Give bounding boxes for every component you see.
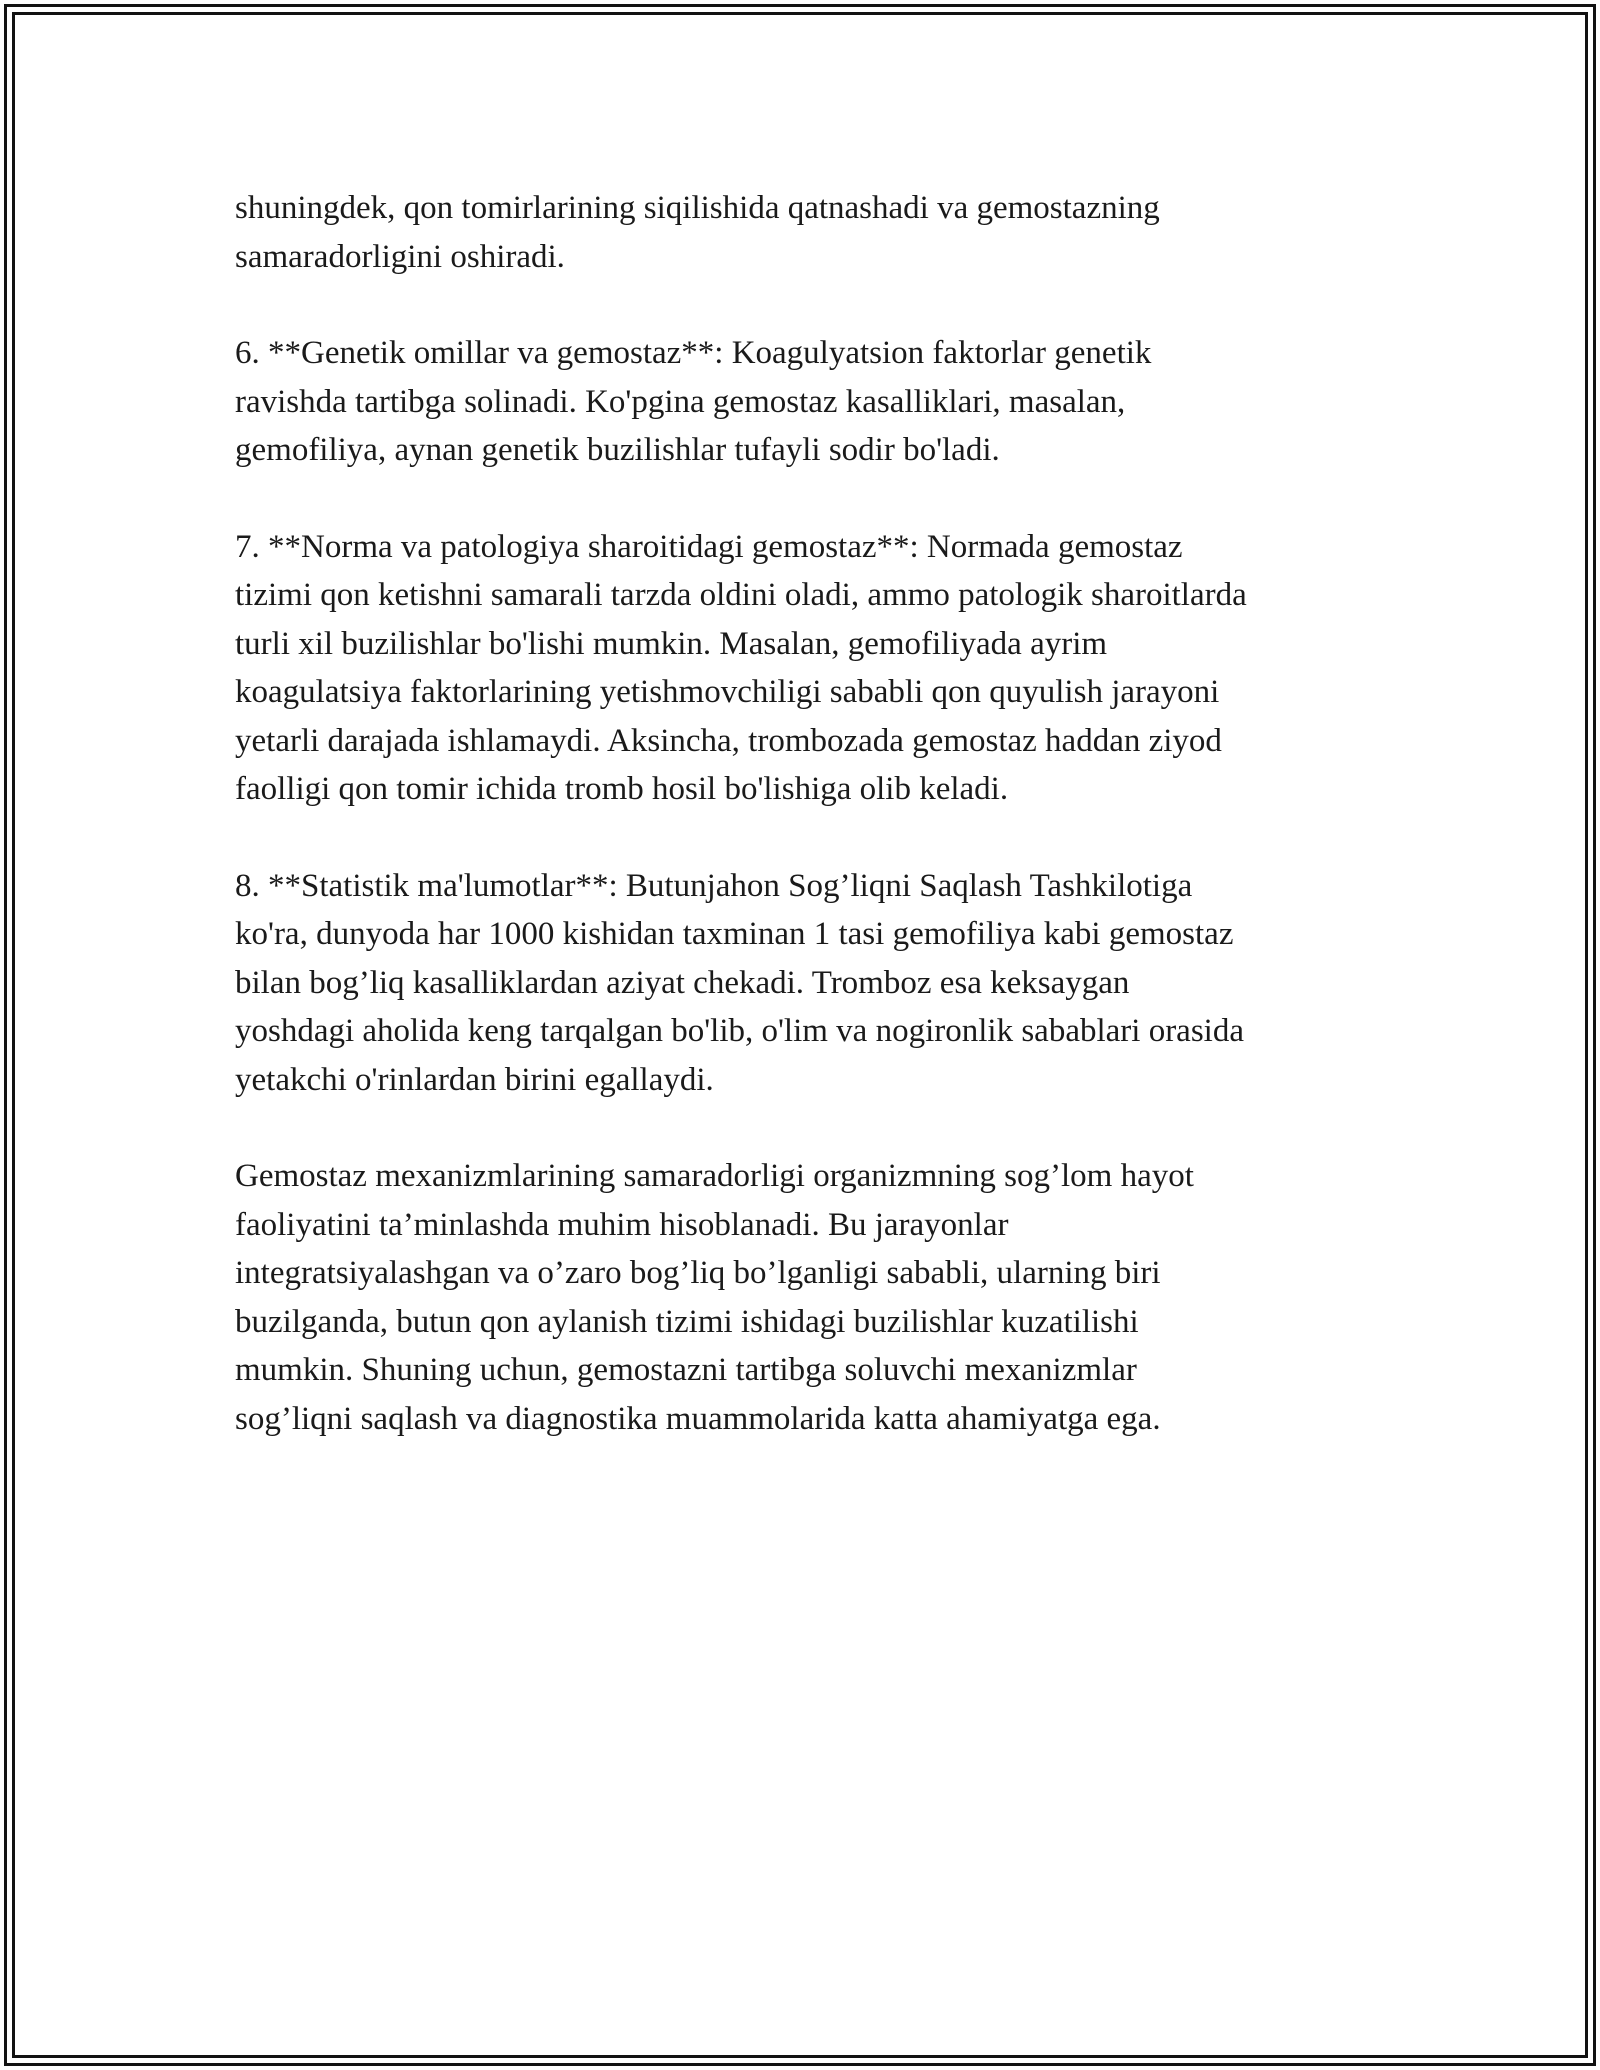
text-line: sog’liqni saqlash va diagnostika muammolarida katta ahamiyatga ega. <box>235 1400 1161 1437</box>
text-line: 7. **Norma va patologiya sharoitidagi gemostaz**: Normada gemostaz <box>235 528 1183 565</box>
text-line: faoliyatini ta’minlashda muhim hisoblanadi. Bu jarayonlar <box>235 1206 1009 1243</box>
paragraph-continuation <box>235 184 1375 281</box>
text-line: buzilganda, butun qon aylanish tizimi ishidagi buzilishlar kuzatilishi <box>235 1303 1139 1340</box>
text-line: gemofiliya, aynan genetik buzilishlar tufayli sodir bo'ladi. <box>235 432 1000 468</box>
text-line: bilan bog’liq kasalliklardan aziyat chekadi. Tromboz esa keksaygan <box>235 964 1130 1001</box>
paragraph-item-7 <box>235 523 1375 814</box>
text-line: mumkin. Shuning uchun, gemostazni tartibga soluvchi mexanizmlar <box>235 1352 1137 1388</box>
text-line: ravishda tartibga solinadi. Ko'pgina gemostaz kasalliklari, masalan, <box>235 383 1126 420</box>
text-line: koagulatsiya faktorlarining yetishmovchiligi sababli qon quyulish jarayoni <box>235 674 1220 710</box>
text-line: faolligi qon tomir ichida tromb hosil bo'lishiga olib keladi. <box>235 771 1009 807</box>
text-line: samaradorligini oshiradi. <box>235 238 565 275</box>
text-line: yetarli darajada ishlamaydi. Aksincha, trombozada gemostaz haddan ziyod <box>235 722 1222 759</box>
paragraph-item-8 <box>235 862 1375 1105</box>
text-line: 6. **Genetik omillar va gemostaz**: Koagulyatsion faktorlar genetik <box>235 335 1152 371</box>
text-line: ko'ra, dunyoda har 1000 kishidan taxminan 1 tasi gemofiliya kabi gemostaz <box>235 916 1234 952</box>
text-line: yoshdagi aholida keng tarqalgan bo'lib, o'lim va nogironlik sabablari orasida <box>235 1013 1244 1049</box>
paragraph-conclusion <box>235 1152 1375 1443</box>
text-line: shuningdek, qon tomirlarining siqilishida qatnashadi va gemostazning <box>235 190 1160 226</box>
page-body <box>235 184 1375 1491</box>
text-line: tizimi qon ketishni samarali tarzda oldini oladi, ammo patologik sharoitlarda <box>235 577 1247 613</box>
text-line: yetakchi o'rinlardan birini egallaydi. <box>235 1061 714 1098</box>
paragraph-item-6 <box>235 329 1375 475</box>
text-line: 8. **Statistik ma'lumotlar**: Butunjahon Sog’liqni Saqlash Tashkilotiga <box>235 867 1193 904</box>
text-line: turli xil buzilishlar bo'lishi mumkin. Masalan, gemofiliyada ayrim <box>235 625 1108 662</box>
text-line: Gemostaz mexanizmlarining samaradorligi organizmning sog’lom hayot <box>235 1158 1194 1194</box>
text-line: integratsiyalashgan va o’zaro bog’liq bo’lganligi sababli, ularning biri <box>235 1255 1161 1291</box>
